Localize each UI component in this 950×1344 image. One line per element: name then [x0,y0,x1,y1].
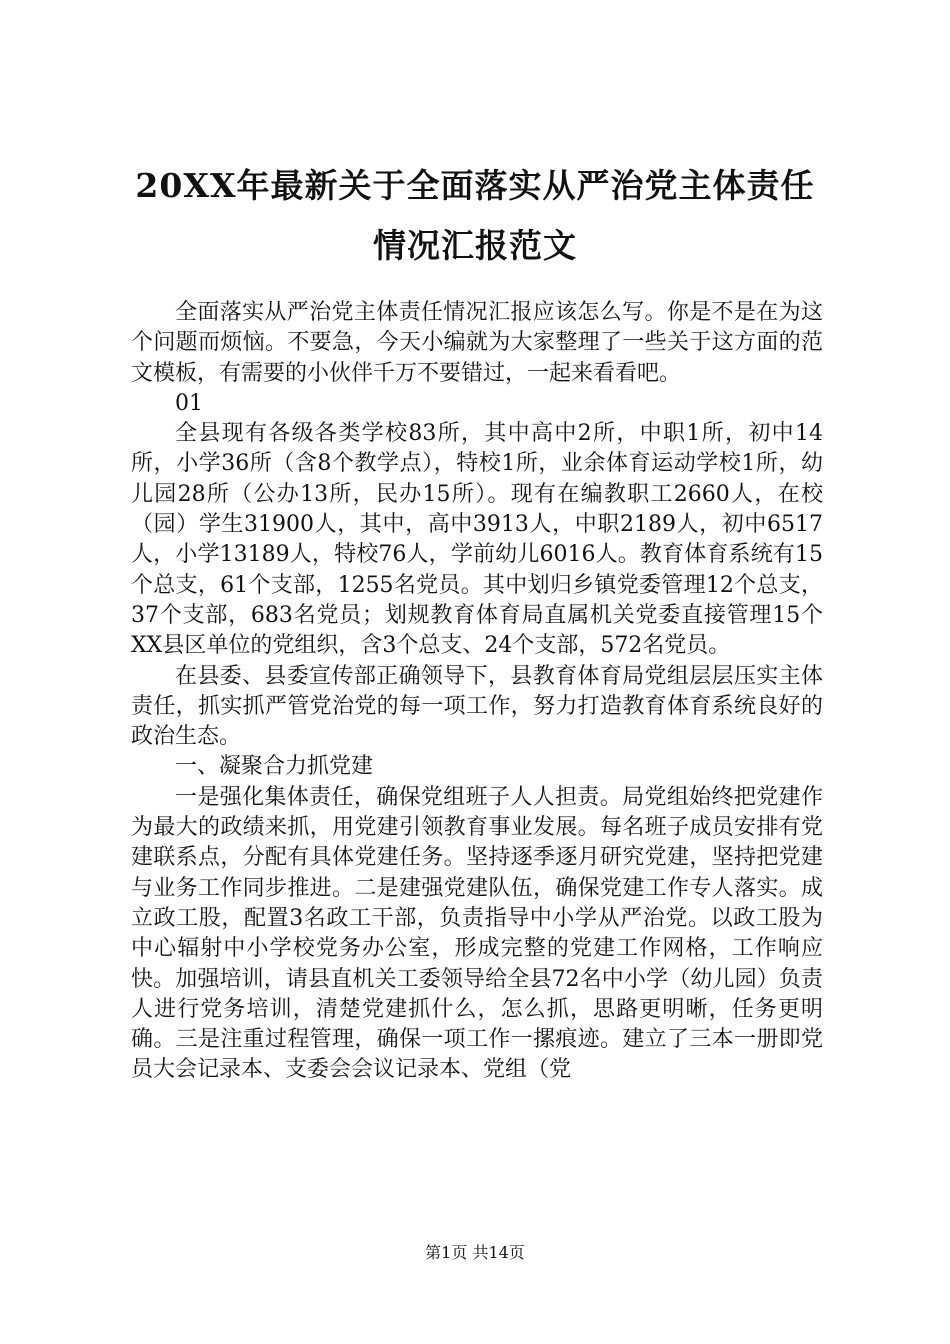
document-title-line-2: 情况汇报范文 [373,226,577,265]
statistics-paragraph: 全县现有各级各类学校83所，其中高中2所，中职1所，初中14所，小学36所（含8个教学点），特校1所，业余体育运动学校1所，幼儿园28所（公办13所，民办15所）。现有在编教职工2660人，在校（园）学生31900人，其中，高中3913人，中职2189人，初中6517人，小学13189人，特校76人，学前幼儿6016人。教育体育系统有15个总支，61个支部，1255名党员。其中划归乡镇党委管理12个总支，37个支部，683名党员；划规教育体育局直属机关党委直接管理15个XX县区单位的党组织，含3个总支、24个支部，572名党员。 [131,421,823,659]
document-body [131,298,823,1086]
leadership-paragraph: 在县委、县委宣传部正确领导下，县教育体育局党组层层压实主体责任，抓实抓严管党治党的每一项工作，努力打造教育体育系统良好的政治生态。 [131,663,823,750]
section-heading: 一、凝聚合力抓党建 [175,754,374,780]
party-building-paragraph: 一是强化集体责任，确保党组班子人人担责。局党组始终把党建作为最大的政绩来抓，用党建引领教育事业发展。每名班子成员安排有党建联系点，分配有具体党建任务。坚持逐季逐月研究党建，坚持把党建与业务工作同步推进。二是建强党建队伍，确保党建工作专人落实。成立政工股，配置3名政工干部，负责指导中小学从严治党。以政工股为中心辐射中小学校党务办公室，形成完整的党建工作网格，工作响应快。加强培训，请县直机关工委领导给全县72名中小学（幼儿园）负责人进行党务培训，清楚党建抓什么，怎么抓，思路更明晰，任务更明确。三是注重过程管理，确保一项工作一摞痕迹。建立了三本一册即党员大会记录本、支委会会议记录本、党组（党 [131,784,823,1083]
document-title-line-1: 20XX年最新关于全面落实从严治党主体责任 [135,166,815,205]
intro-paragraph: 全面落实从严治党主体责任情况汇报应该怎么写。你是不是在为这个问题而烦恼。不要急，今天小编就为大家整理了一些关于这方面的范文模板，有需要的小伙伴千万不要错过，一起来看看吧。 [131,300,823,386]
page-number-footer: 第1页 共14页 [425,1243,525,1262]
section-number: 01 [175,390,203,416]
